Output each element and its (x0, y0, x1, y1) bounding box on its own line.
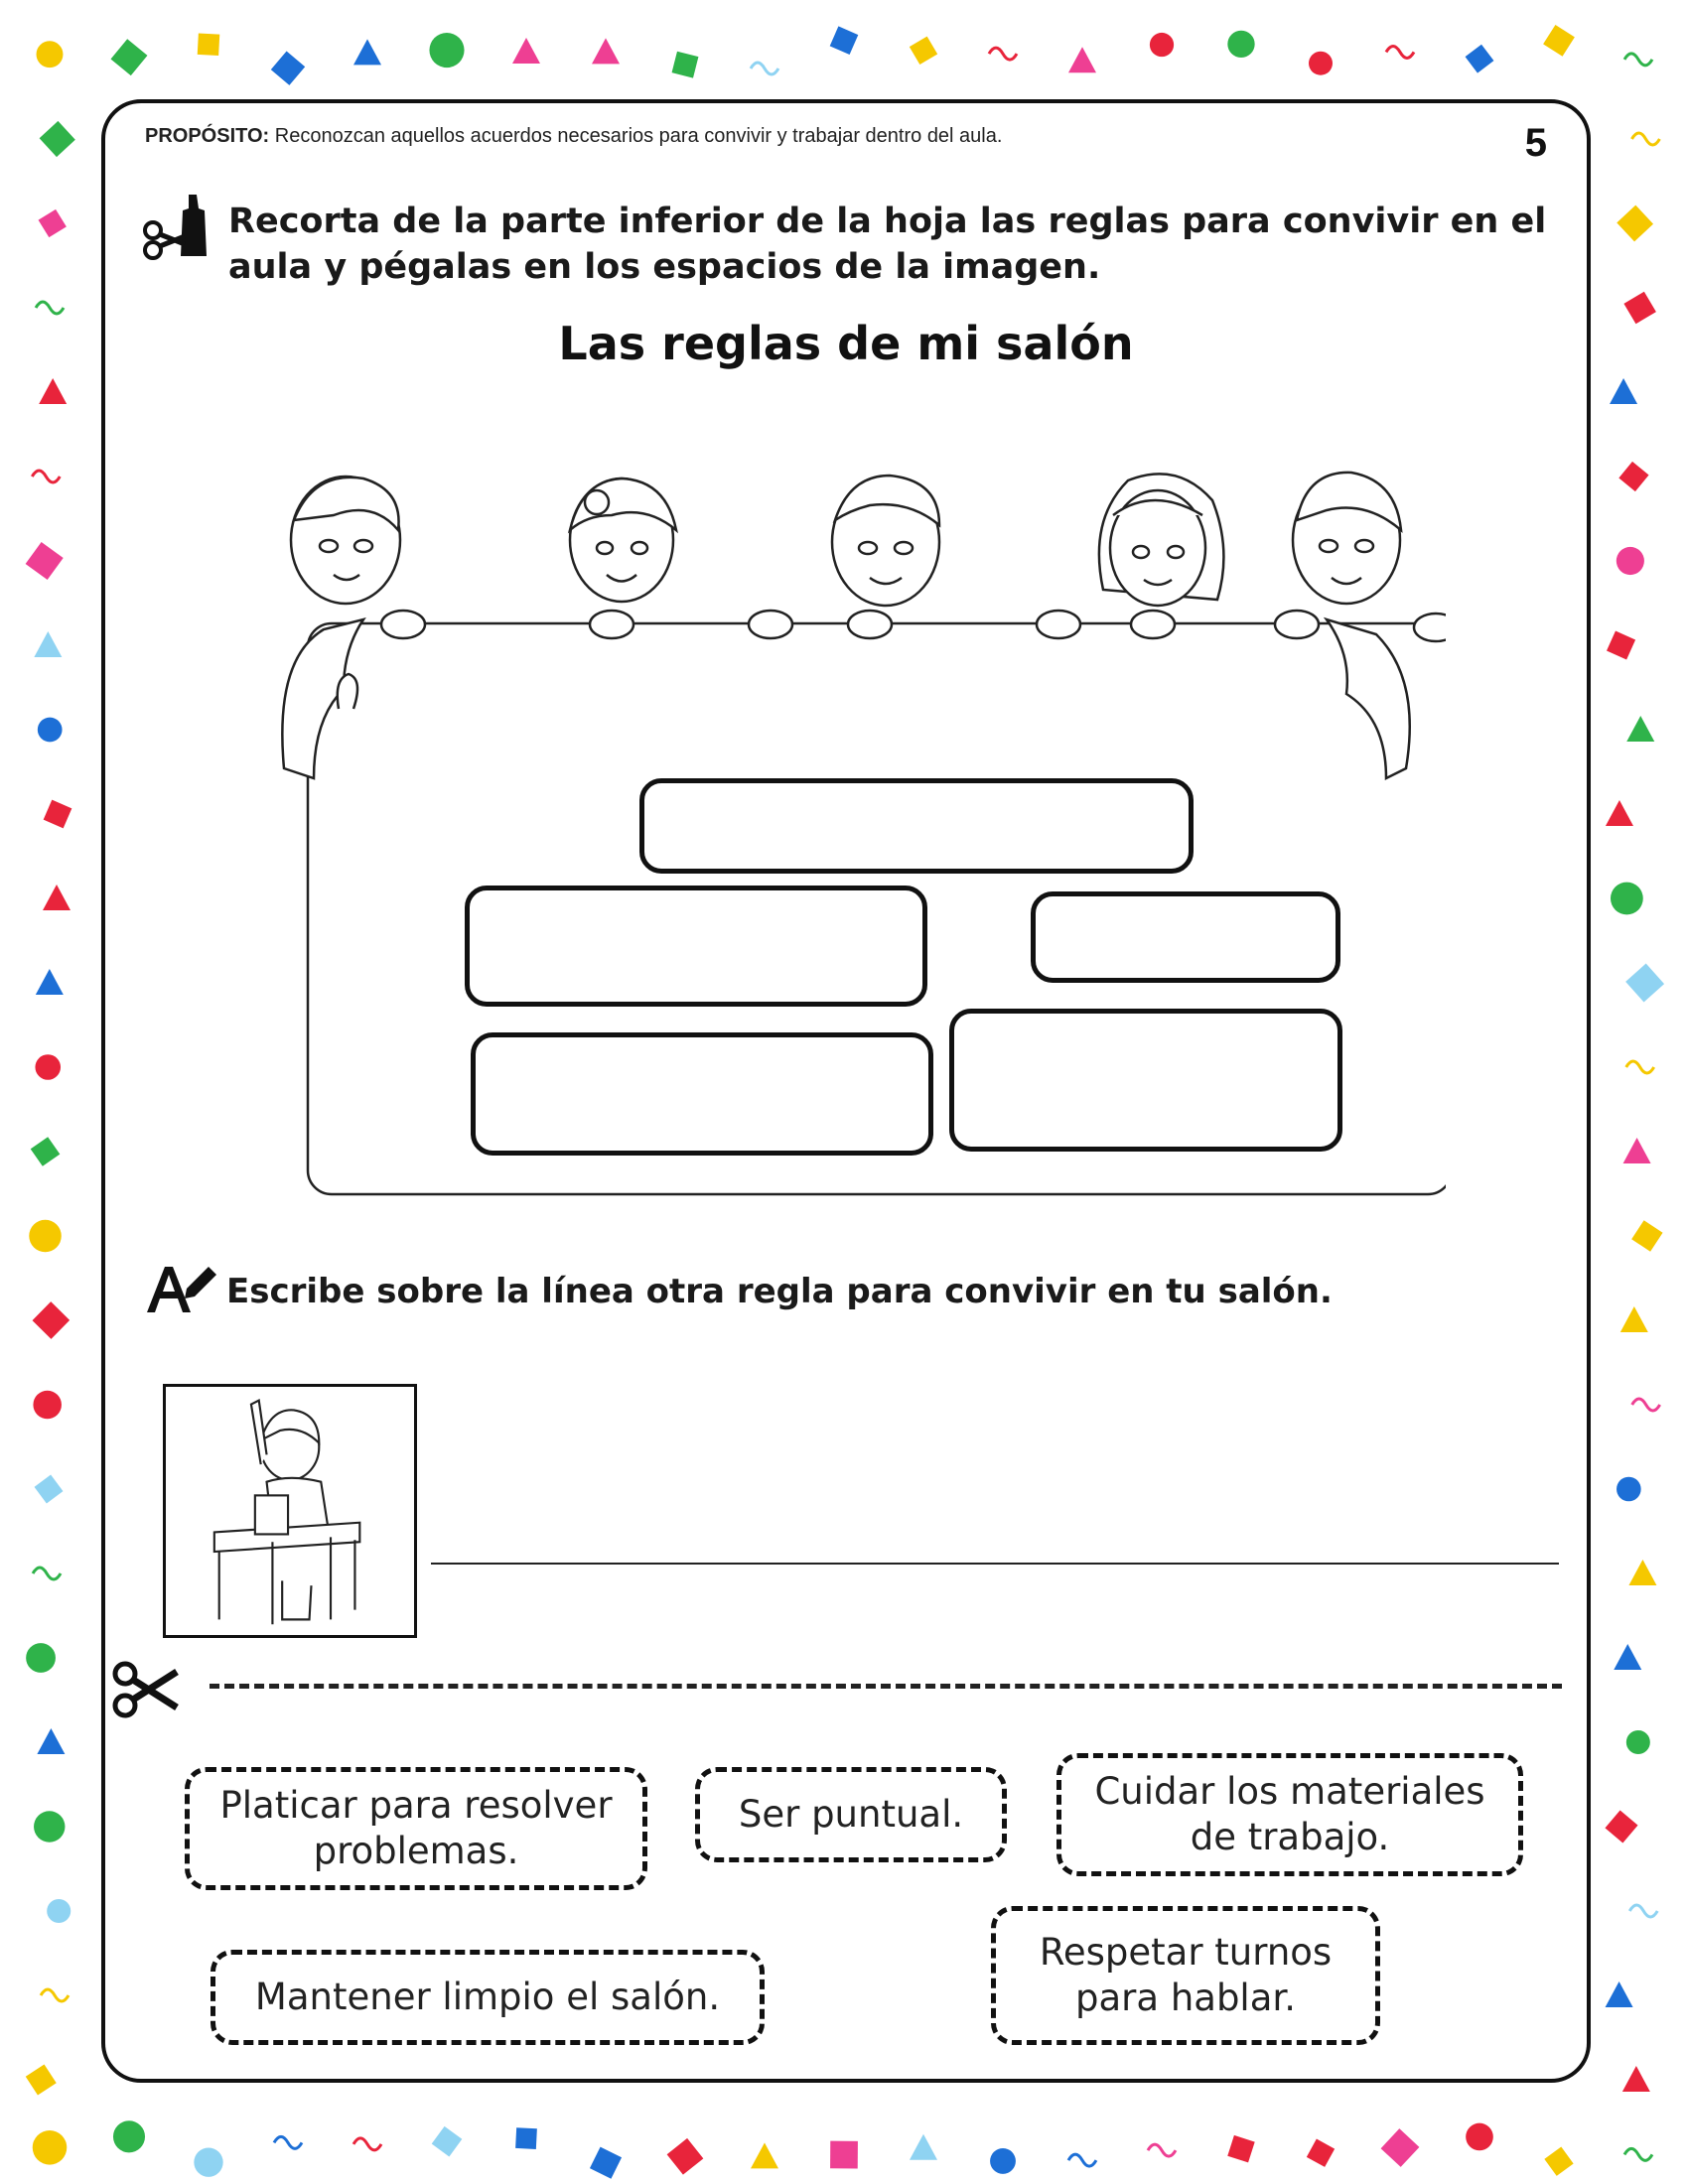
child-raising-hand-picture (163, 1384, 417, 1638)
confetti-piece (1620, 1306, 1648, 1332)
confetti-piece (34, 631, 62, 657)
cutout-card-text: de trabajo. (1190, 1816, 1390, 1858)
confetti-piece (41, 1989, 69, 2001)
confetti-piece (512, 38, 540, 64)
confetti-piece (33, 1568, 61, 1579)
confetti-piece (111, 39, 148, 75)
confetti-piece (1606, 800, 1633, 826)
confetti-piece (590, 2147, 622, 2179)
confetti-piece (1617, 547, 1644, 575)
confetti-piece (271, 51, 305, 84)
purpose-label: PROPÓSITO: (145, 125, 270, 147)
cutout-card-limpio[interactable] (211, 1950, 765, 2045)
confetti-piece (1381, 2128, 1420, 2167)
confetti-piece (47, 1899, 70, 1923)
confetti-piece (33, 2130, 68, 2165)
worksheet-page (101, 99, 1591, 2083)
confetti-piece (353, 39, 381, 65)
confetti-piece (26, 542, 64, 580)
confetti-piece (34, 1811, 65, 1842)
confetti-piece (989, 48, 1017, 60)
confetti-piece (35, 1475, 64, 1504)
confetti-piece (990, 2148, 1016, 2174)
confetti-piece (29, 1220, 62, 1253)
confetti-piece (33, 1391, 62, 1420)
confetti-piece (37, 41, 64, 68)
confetti-piece (429, 33, 464, 68)
cutout-card-turnos[interactable] (991, 1906, 1380, 2045)
confetti-piece (1386, 46, 1414, 58)
scissors-glue-icon (141, 187, 220, 276)
confetti-piece (592, 38, 620, 64)
confetti-piece (1614, 1644, 1641, 1670)
paste-slot-2[interactable] (465, 886, 927, 1007)
confetti-piece (1227, 2135, 1254, 2162)
cutout-card-text: Platicar para resolver (219, 1784, 613, 1827)
confetti-piece (1611, 883, 1643, 915)
purpose-text: Reconozcan aquellos acuerdos necesarios para convivir y trabajar dentro del aula. (274, 125, 1003, 147)
confetti-piece (194, 2148, 222, 2177)
confetti-piece (1617, 1477, 1641, 1502)
confetti-piece (1068, 47, 1096, 72)
confetti-piece (910, 37, 937, 65)
confetti-piece (1606, 1981, 1633, 2007)
confetti-piece (830, 2141, 858, 2169)
page-title: Las reglas de mi salón (558, 317, 1134, 370)
paste-slot-5[interactable] (949, 1009, 1342, 1152)
page-number: 5 (1524, 121, 1547, 165)
confetti-piece (1307, 2139, 1335, 2167)
paste-slot-4[interactable] (471, 1032, 933, 1156)
confetti-piece (1628, 1560, 1656, 1585)
pencil-letter-icon (145, 1261, 220, 1316)
child-3-figure (832, 476, 939, 606)
confetti-piece (1544, 2147, 1573, 2176)
cutout-card-text: Cuidar los materiales (1094, 1770, 1485, 1813)
confetti-piece (39, 378, 67, 404)
confetti-piece (32, 471, 60, 482)
confetti-piece (1605, 1810, 1637, 1843)
confetti-piece (1623, 292, 1656, 325)
confetti-piece (43, 885, 70, 910)
confetti-piece (830, 26, 859, 55)
confetti-piece (515, 2127, 537, 2149)
purpose-line (145, 125, 1002, 148)
cutout-card-text: Ser puntual. (738, 1793, 964, 1836)
cutout-card-text: problemas. (313, 1830, 519, 1872)
paste-slot-3[interactable] (1031, 891, 1340, 983)
confetti-piece (39, 209, 67, 237)
cutout-card-text: para hablar. (1075, 1977, 1296, 2019)
confetti-piece (274, 2136, 302, 2148)
confetti-piece (1617, 205, 1653, 242)
confetti-piece (910, 2134, 937, 2160)
cutout-card-platicar[interactable] (185, 1767, 647, 1890)
confetti-piece (1623, 1138, 1651, 1163)
confetti-piece (1227, 31, 1254, 58)
confetti-piece (751, 63, 778, 74)
cut-here-line (210, 1684, 1562, 1689)
confetti-piece (672, 52, 699, 78)
confetti-piece (1626, 716, 1654, 742)
confetti-piece (113, 2120, 145, 2152)
confetti-piece (667, 2138, 704, 2175)
confetti-piece (1622, 2066, 1650, 2092)
confetti-piece (1632, 1399, 1660, 1411)
instruction-line-2: aula y pégalas en los espacios de la imagen. (228, 247, 1101, 287)
instruction-write-rule: Escribe sobre la línea otra regla para convivir en tu salón. (226, 1272, 1333, 1311)
confetti-piece (1626, 1061, 1654, 1073)
confetti-piece (751, 2142, 778, 2168)
confetti-piece (36, 969, 64, 995)
confetti-piece (1626, 1730, 1650, 1754)
paste-slot-1[interactable] (639, 778, 1194, 874)
cutout-card-cuidar[interactable] (1056, 1753, 1523, 1876)
instruction-cut-paste (228, 199, 1546, 290)
confetti-piece (198, 33, 220, 56)
confetti-piece (1148, 2144, 1176, 2156)
confetti-piece (1631, 133, 1659, 145)
confetti-piece (1624, 2148, 1652, 2160)
confetti-piece (1607, 630, 1635, 659)
confetti-piece (26, 1643, 56, 1673)
confetti-piece (1309, 52, 1333, 75)
cutout-card-text: Mantener limpio el salón. (254, 1976, 721, 2018)
confetti-piece (1543, 25, 1575, 57)
confetti-piece (33, 1301, 70, 1339)
confetti-piece (432, 2126, 463, 2157)
confetti-piece (35, 1054, 61, 1080)
confetti-piece (1150, 33, 1174, 57)
confetti-piece (1629, 1905, 1657, 1917)
cutout-card-puntual[interactable] (695, 1767, 1007, 1862)
instruction-line-1: Recorta de la parte inferior de la hoja las reglas para convivir en el (228, 202, 1547, 241)
confetti-piece (26, 2065, 57, 2096)
scissors-icon (111, 1660, 181, 1719)
child-2-figure (570, 478, 676, 602)
confetti-piece (37, 1728, 65, 1754)
confetti-piece (36, 302, 64, 314)
confetti-piece (1466, 2123, 1493, 2151)
confetti-piece (1466, 45, 1494, 73)
cutout-card-text: Respetar turnos (1039, 1931, 1333, 1974)
confetti-piece (40, 121, 75, 157)
confetti-piece (1610, 378, 1637, 404)
confetti-piece (38, 718, 63, 743)
answer-write-line[interactable] (431, 1563, 1559, 1565)
confetti-piece (353, 2138, 381, 2150)
child-4-figure (1099, 474, 1224, 606)
confetti-piece (1618, 462, 1648, 491)
confetti-piece (44, 800, 72, 829)
confetti-piece (1631, 1220, 1662, 1251)
confetti-piece (31, 1137, 61, 1166)
confetti-piece (1068, 2154, 1096, 2166)
confetti-piece (1625, 964, 1664, 1003)
confetti-piece (1624, 54, 1652, 66)
